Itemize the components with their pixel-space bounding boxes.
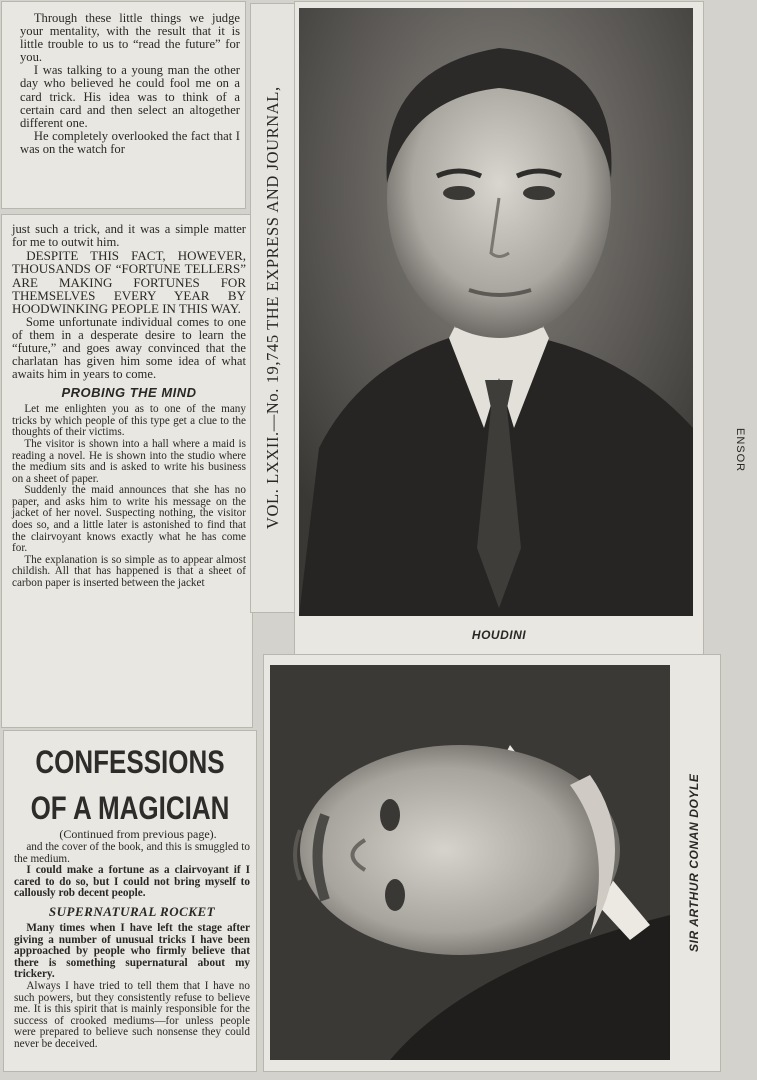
paragraph-caps: DESPITE THIS FACT, HOWEVER, THOUSANDS OF “FORTUNE TELLERS” ARE MAKING FORTUNES FOR THEMSELVES EVERY YEAR BY HOODWINKING PEOPLE IN THIS WAY. xyxy=(12,248,246,317)
paragraph: Through these little things we judge your mentality, with the result that it is little trouble to us to “read the future” for you. xyxy=(20,11,240,65)
paragraph-bold: Many times when I have left the stage after giving a number of unusual tricks I have been approached by people who firmly believe that there is something supernatural about my trickery. xyxy=(14,921,250,981)
conan-doyle-clipping xyxy=(264,655,720,1071)
caption-houdini: HOUDINI xyxy=(471,628,527,642)
clipping-middle-left xyxy=(2,215,252,727)
paragraph: and the cover of the book, and this is smuggled to the medium. xyxy=(14,841,250,865)
conan-doyle-portrait xyxy=(270,665,670,1060)
paragraph: Suddenly the maid announces that she has no paper, and asks him to write his message on the jacket of her novel. Suspecting nothing, the visitor does so, and a little later is astonished to find that the clairvoyant knows exactly what he has come for. xyxy=(12,484,246,555)
subheading-supernatural-rocket: SUPERNATURAL ROCKET xyxy=(48,903,216,919)
confessions-text xyxy=(14,827,250,1051)
houdini-portrait xyxy=(299,8,693,616)
houdini-clipping xyxy=(295,2,703,654)
subheading-probing-the-mind: PROBING THE MIND xyxy=(61,385,197,401)
continued-note: (Continued from previous page). xyxy=(59,827,217,841)
paragraph: Some unfortunate individual comes to one of them in a desperate desire to learn the “future,” and goes away convinced that the charlatan has given him some idea of what awaits him in years to come. xyxy=(12,314,246,382)
paragraph: I was talking to a young man the other day who believed he could fool me on a card trick. His idea was to think of a certain card and then select an altogether different one. xyxy=(20,63,240,130)
paragraph: Always I have tried to tell them that I have no such powers, but they consistently refuse to believe me. It is this spirit that is mainly responsible for the success of crooked mediums—for unless people were prepared to believe such nonsense they could never be deceived. xyxy=(14,979,250,1050)
paragraph-bold: I could make a fortune as a clairvoyant if I cared to do so, but I could not bring myself to callously rob decent people. xyxy=(14,864,250,900)
clipping-middle-left-text xyxy=(12,223,246,590)
clipping-top-left xyxy=(2,2,245,208)
masthead-strip xyxy=(251,4,295,612)
paragraph: The visitor is shown into a hall where a maid is reading a novel. He is shown into the studio where the medium sits and is asked to write his business on a sheet of paper. xyxy=(12,437,246,485)
margin-note xyxy=(731,395,749,505)
clipping-confessions xyxy=(4,731,256,1071)
conan-doyle-portrait-image xyxy=(270,665,670,1060)
clipping-top-left-text xyxy=(20,12,240,156)
paragraph: The explanation is so simple as to appear almost childish. All that has happened is that a sheet of carbon paper is inserted between the jacket xyxy=(12,553,246,590)
margin-note-text: ENSOR xyxy=(734,427,746,473)
caption-conan-doyle: SIR ARTHUR CONAN DOYLE xyxy=(687,773,701,952)
paragraph: Let me enlighten you as to one of the many tricks by which people of this type get a clue to the thoughts of their victims. xyxy=(12,403,246,439)
paragraph: He completely overlooked the fact that I was on the watch for xyxy=(20,128,240,156)
headline: CONFESSIONS OF A MAGICIAN xyxy=(30,742,230,827)
paragraph: just such a trick, and it was a simple matter for me to outwit him. xyxy=(12,222,246,250)
masthead-text: VOL. LXXII.—No. 19,745 THE EXPRESS AND JOURNAL, xyxy=(263,86,282,530)
houdini-portrait-image xyxy=(299,8,693,616)
